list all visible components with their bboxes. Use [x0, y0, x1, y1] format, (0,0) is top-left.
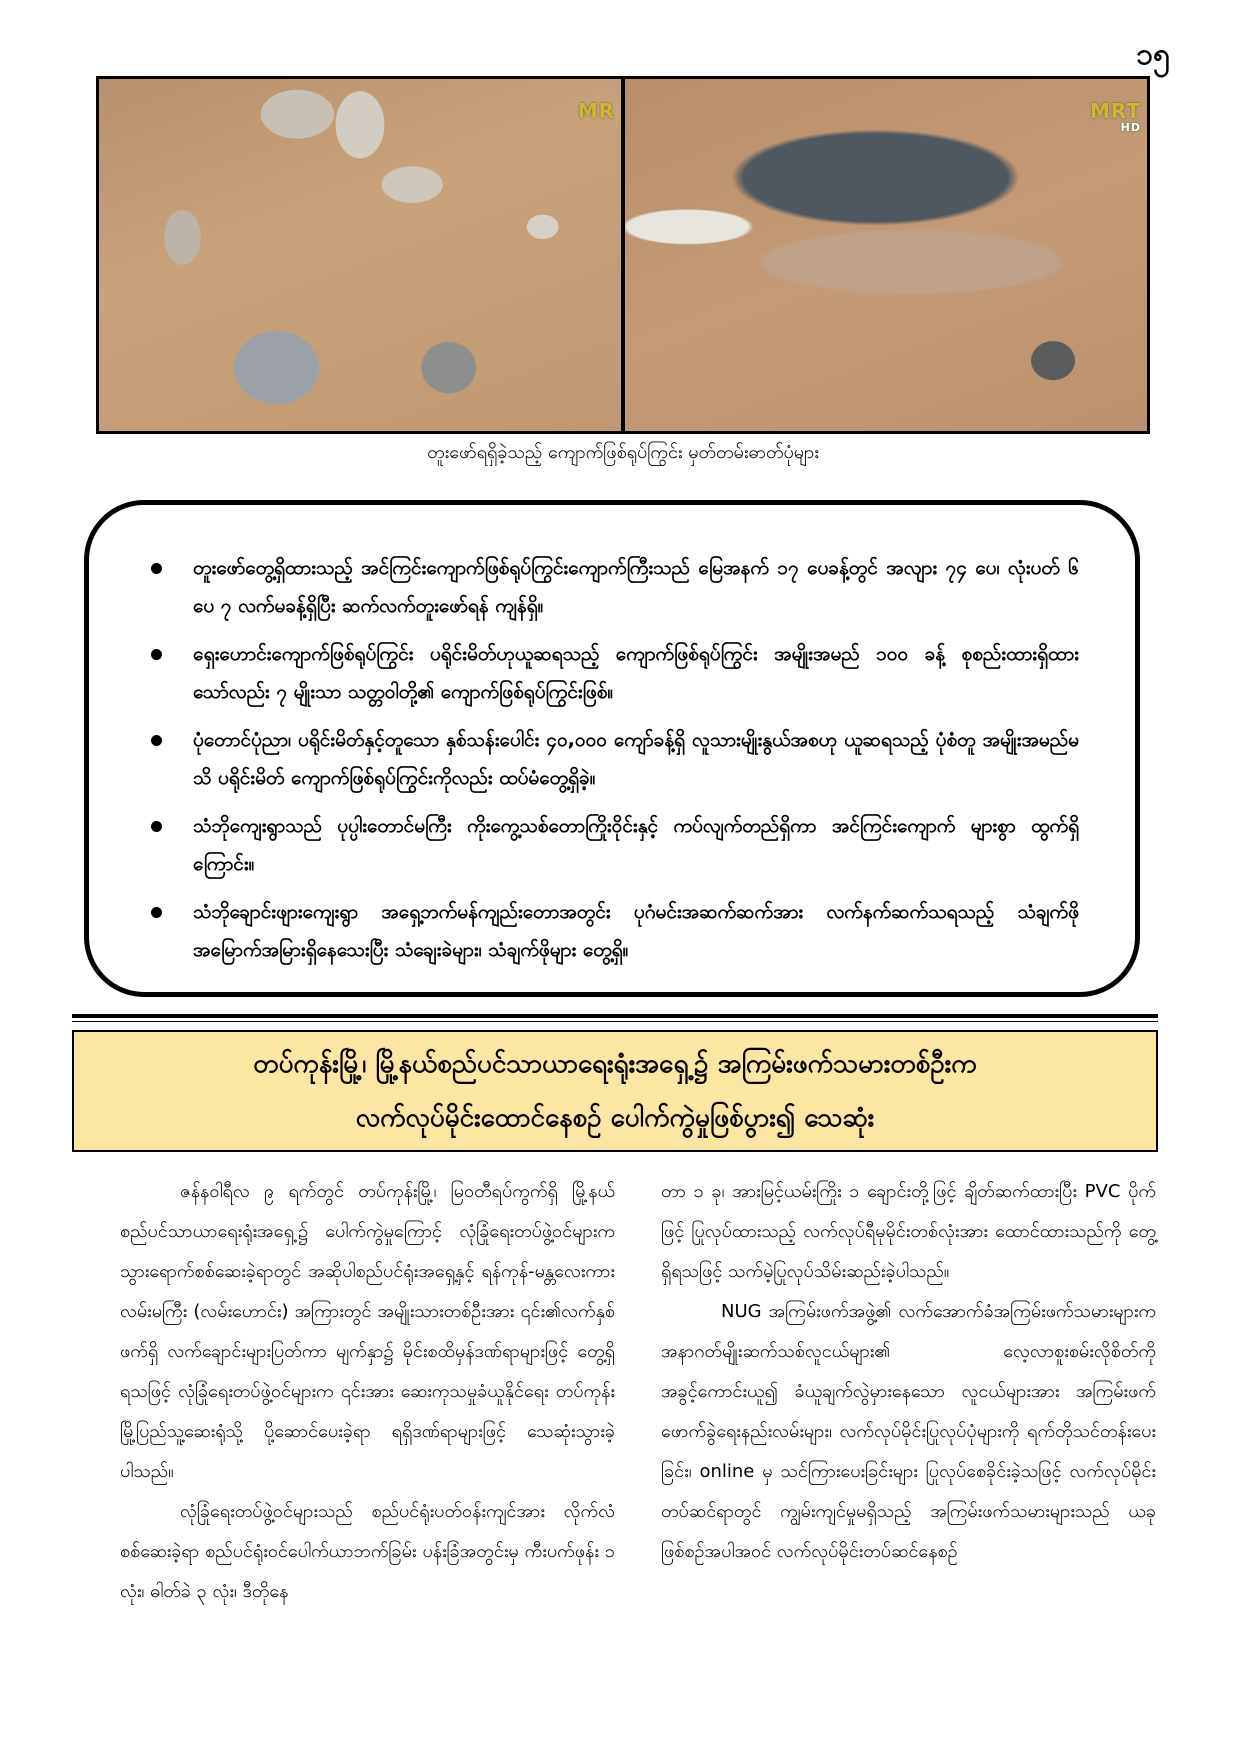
article-paragraph: ဇန်နဝါရီလ ၉ ရက်တွင် တပ်ကုန်းမြို့၊ မြဝတီရပ်ကွက်ရှိ မြို့နယ်စည်ပင်သာယာရေးရုံးအရှေ့၌ ပေါက်ကွဲမှုကြောင့် လုံခြုံရေးတပ်ဖွဲ့ဝင်များက သွားရောက်စစ်ဆေးခဲ့ရာတွင် အဆိုပါစည်ပင်ရုံးအရှေ့နှင့် ရန်ကုန်-မန္တလေးကားလမ်းမကြီး (လမ်းဟောင်း) အကြားတွင် အမျိုးသားတစ်ဦးအား ၎င်း၏လက်နှစ်ဖက်ရှိ လက်ချောင်းများပြတ်ကာ မျက်နှာ၌ မိုင်းစထိမှန်ဒဏ်ရာများဖြင့် တွေ့ရှိရသဖြင့် လုံခြုံရေးတပ်ဖွဲ့ဝင်များက ၎င်းအား ဆေးကုသမှုခံယူနိုင်ရေး တပ်ကုန်းမြို့ပြည်သူ့ဆေးရုံသို့ ပို့ဆောင်ပေးခဲ့ရာ ရရှိဒဏ်ရာများဖြင့် သေဆုံးသွားခဲ့ပါသည်။	[120, 1181, 615, 1482]
article-body	[120, 1172, 1156, 1612]
highlight-item: ရှေးဟောင်းကျောက်ဖြစ်ရုပ်ကြွင်း ပရိုင်းမိတ်ဟုယူဆရသည့် ကျောက်ဖြစ်ရုပ်ကြွင်း အမျိုးအမည် ၁၀၀ ခန့် စုစည်းထားရှိထားသော်လည်း ၇ မျိုးသာ သတ္တဝါတို့၏ ကျောက်ဖြစ်ရုပ်ကြွင်းဖြစ်။	[149, 635, 1079, 711]
article-paragraph: NUG အကြမ်းဖက်အဖွဲ့၏ လက်အောက်ခံအကြမ်းဖက်သမားများက အနာဂတ်မျိုးဆက်သစ်လူငယ်များ၏ လေ့လာစူးစမ်းလိုစိတ်ကို အခွင့်ကောင်းယူ၍ ခံယူချက်လွဲမှားနေသော လူငယ်များအား အကြမ်းဖက်ဖောက်ခွဲရေးနည်းလမ်းများ၊ လက်လုပ်မိုင်းပြုလုပ်ပုံများကို ရက်တိုသင်တန်းပေးခြင်း၊ online မှ သင်ကြားပေးခြင်းများ ပြုလုပ်စေခိုင်းခဲ့သဖြင့် လက်လုပ်မိုင်းတပ်ဆင်ရာတွင် ကျွမ်းကျင်မှုမရှိသည့် အကြမ်းဖက်သမားများသည် ယခုဖြစ်စဉ်အပါအဝင် လက်လုပ်မိုင်းတပ်ဆင်နေစဉ်	[661, 1301, 1156, 1562]
headline-line-2: လက်လုပ်မိုင်းထောင်နေစဉ် ပေါက်ကွဲမှုဖြစ်ပွား၍ သေဆုံး	[355, 1103, 875, 1133]
highlights-list	[149, 549, 1079, 969]
tv-logo: MR	[577, 99, 615, 123]
fossil-photo-left	[99, 79, 621, 431]
photo-frame	[96, 76, 1150, 434]
fossil-photo-right	[625, 79, 1147, 431]
highlight-item: ပုံတောင်ပုံညာ၊ ပရိုင်းမိတ်နှင့်တူသော နှစ်သန်းပေါင်း ၄၀,၀၀၀ ကျော်ခန့်ရှိ လူသားမျိုးနွယ်အစဟု ယူဆရသည့် ပုံစံတူ အမျိုးအမည်မသိ ပရိုင်းမိတ် ကျောက်ဖြစ်ရုပ်ကြွင်းကိုလည်း ထပ်မံတွေ့ရှိခဲ့။	[149, 721, 1079, 797]
headline-line-1: တပ်ကုန်းမြို့၊ မြို့နယ်စည်ပင်သာယာရေးရုံးအရှေ့၌ အကြမ်းဖက်သမားတစ်ဦးက	[253, 1049, 977, 1079]
highlight-item: သံဘိုကျေးရွာသည် ပုပ္ပါးတောင်မကြီး ကိုးကွေ့သစ်တောကြိုးဝိုင်းနှင့် ကပ်လျက်တည်ရှိကာ အင်ကြင်းကျောက် များစွာ ထွက်ရှိကြောင်း။	[149, 807, 1079, 883]
tv-logo-text: MRT	[1089, 99, 1141, 123]
article-paragraph: လုံခြုံရေးတပ်ဖွဲ့ဝင်များသည် စည်ပင်ရုံးပတ်ဝန်းကျင်အား လိုက်လံစစ်ဆေးခဲ့ရာ စည်ပင်ရုံးဝင်ပေါက်ယာဘက်ခြမ်း ပန်းခြံအတွင်းမှ ကီးပက်ဖုန်း ၁ လုံး၊ ဓါတ်ခဲ ၃ လုံး၊ ဒီတိုနေ	[120, 1501, 615, 1602]
tv-logo-hd: HD	[1120, 121, 1141, 134]
page-number: ၁၅	[1136, 37, 1170, 72]
photo-caption: တူးဖော်ရရှိခဲ့သည့် ကျောက်ဖြစ်ရုပ်ကြွင်း မှတ်တမ်းဓာတ်ပုံများ	[427, 442, 819, 463]
article-paragraph: တာ ၁ ခု၊ အားမြင့်ယမ်းကြိုး ၁ ချောင်းတို့ဖြင့် ချိတ်ဆက်ထားပြီး PVC ပိုက်ဖြင့် ပြုလုပ်ထားသည့် လက်လုပ်ရီမုမိုင်းတစ်လုံးအား ထောင်ထားသည်ကို တွေ့ရှိရသဖြင့် သက်မဲ့ပြုလုပ်သိမ်းဆည်းခဲ့ပါသည်။	[661, 1181, 1156, 1282]
article-headline	[72, 1030, 1158, 1152]
highlights-box	[84, 500, 1140, 997]
tv-logo	[1090, 99, 1141, 134]
article-column-left	[120, 1172, 615, 1612]
highlight-item: သံဘိုချောင်းဖျားကျေးရွာ အရှေ့ဘက်မန်ကျည်းတောအတွင်း ပုဂံမင်းအဆက်ဆက်အား လက်နက်ဆက်သရသည့် သံချက်ဖိုအမြောက်အမြားရှိနေသေးပြီး သံချေးခဲများ၊ သံချက်ဖိုများ တွေ့ရှိ။	[149, 893, 1079, 969]
article-column-right	[661, 1172, 1156, 1612]
highlight-item: တူးဖော်တွေ့ရှိထားသည့် အင်ကြင်းကျောက်ဖြစ်ရုပ်ကြွင်းကျောက်ကြီးသည် မြေအနက် ၁၇ ပေခန့်တွင် အလျား ၇၄ ပေ၊ လုံးပတ် ၆ ပေ ၇ လက်မခန့်ရှိပြီး ဆက်လက်တူးဖော်ရန် ကျန်ရှိ။	[149, 549, 1079, 625]
section-divider	[72, 1014, 1158, 1018]
section-divider-thin	[72, 1021, 1158, 1022]
